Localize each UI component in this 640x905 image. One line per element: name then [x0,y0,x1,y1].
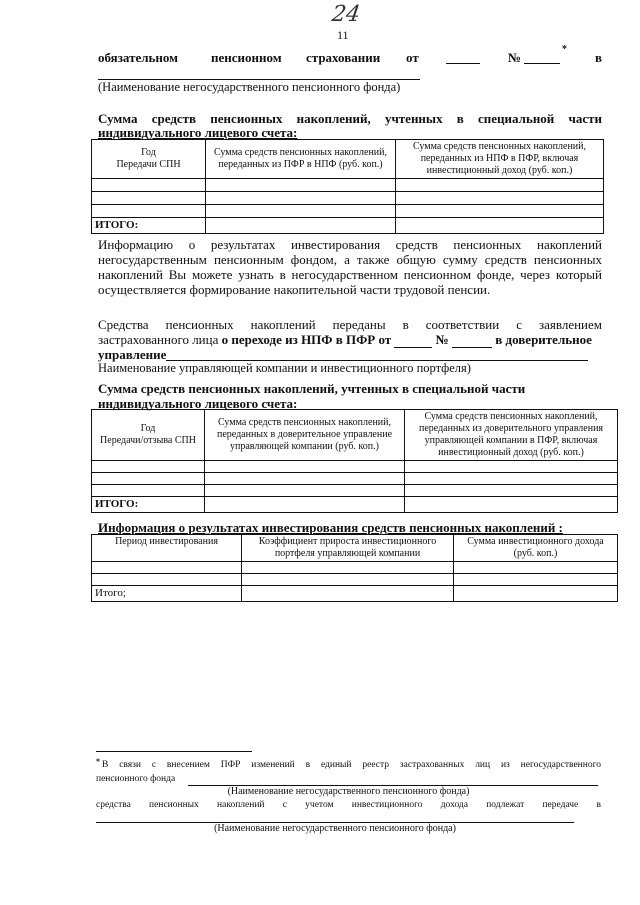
transfer-line-2 [98,332,602,348]
table-cell [396,179,604,192]
table-cell [396,218,604,234]
npf-caption: (Наименование негосударственного пенсионного фонда) [98,80,401,94]
total-label: Итого; [92,586,242,602]
column-header: Сумма инвестиционного дохода (руб. коп.) [454,535,618,562]
handwritten-page-number: 24 [330,2,362,27]
table-cell [92,461,205,473]
section2-heading: Сумма средств пенсионных накоплений, учтенных в специальной части [98,381,526,396]
table-cell [205,473,405,485]
intro-word: страховании [306,50,381,65]
transfer-line: Средства пенсионных накоплений переданы в соответствии с заявлением [98,317,602,332]
table-cell [454,574,618,586]
date-blank [394,335,432,348]
total-label: ИТОГО: [92,218,206,234]
column-header: Сумма средств пенсионных накоплений, переданных в доверительное управление управляющей компании (руб. коп.) [205,410,405,461]
table-cell [92,179,206,192]
intro-word: в [595,50,603,65]
column-header: Сумма средств пенсионных накоплений, переданных из доверительного управления управляющей компании в ПФР, включая инвестиционный доход (руб. коп.) [405,410,618,461]
intro-word: от [406,50,419,65]
info-line: негосударственным пенсионным фондом, а также общую сумму средств пенсионных [98,252,602,267]
footnote-line-2: пенсионного фонда [96,774,176,784]
column-header: Период инвестирования [92,535,242,562]
table-cell [206,218,396,234]
table-cell [454,586,618,602]
footnote-mark: * [562,44,567,55]
table-cell [454,562,618,574]
footnote-caption-2: (Наименование негосударственного пенсионного фонда) [214,823,456,834]
table-cell [92,192,206,205]
table-cell [92,473,205,485]
footnote-separator [96,751,252,752]
table-cell [242,586,454,602]
table-cell [405,473,618,485]
number-blank [524,52,560,64]
section3-table [91,534,618,602]
table-cell [92,574,242,586]
footnote-star: * [96,757,100,766]
info-line: накоплений Вы можете узнать в негосударственном пенсионном фонде, через который [98,267,602,282]
table-cell [92,485,205,497]
intro-line [98,44,603,66]
date-blank [446,52,480,64]
column-header: Год Передачи СПН [92,140,206,179]
section1-heading: Сумма средств пенсионных накоплений, учтенных в специальной части [98,111,602,126]
table-cell [206,179,396,192]
table-cell [205,461,405,473]
number-sign: № [508,50,522,65]
table-cell [396,205,604,218]
table-cell [242,574,454,586]
footnote-text: В связи с внесением ПФР изменений в единый реестр застрахованных лиц из негосударственного [102,760,601,770]
table-cell [205,497,405,513]
section2-table [91,409,618,513]
table-cell [92,562,242,574]
number-blank [452,335,492,348]
section1-heading-line2: индивидуального лицевого счета: [98,125,298,140]
table-cell [205,485,405,497]
table-cell [242,562,454,574]
footnote-caption-1: (Наименование негосударственного пенсионного фонда) [227,786,470,797]
footnote-line-3: средства пенсионных накоплений с учетом инвестиционного дохода подлежат передаче в [96,800,601,810]
info-line: осуществляется формирование накопительной части трудовой пенсии. [98,282,491,297]
table-cell [396,192,604,205]
table-cell [206,205,396,218]
table-cell [405,497,618,513]
column-header: Сумма средств пенсионных накоплений, переданных из НПФ в ПФР, включая инвестиционный доход (руб. коп.) [396,140,604,179]
table-cell [92,205,206,218]
total-label: ИТОГО: [92,497,205,513]
section1-table [91,139,604,234]
info-line: Информацию о результатах инвестирования средств пенсионных накоплений [98,237,602,252]
page-number: 11 [337,28,349,42]
table-cell [206,192,396,205]
transfer-text-bold: в доверительное [495,332,592,347]
number-sign: № [435,332,449,347]
section3-heading: Информация о результатах инвестирования средств пенсионных накоплений : [98,520,563,535]
column-header: Сумма средств пенсионных накоплений, переданных из ПФР в НПФ (руб. коп.) [206,140,396,179]
section2-heading-line2: индивидуального лицевого счета: [98,396,298,411]
transfer-text-bold: о переходе из НПФ в ПФР от [221,332,392,347]
transfer-text: застрахованного лица [98,332,222,347]
management-company-caption: Наименование управляющей компании и инвестиционного портфеля) [98,361,471,375]
intro-word: пенсионном [211,50,282,65]
transfer-text-bold: управление [98,347,167,362]
column-header: Год Передачи/отзыва СПН [92,410,205,461]
column-header: Коэффициент прироста инвестиционного портфеля управляющей компании [242,535,454,562]
table-cell [405,485,618,497]
intro-word: обязательном [98,50,179,65]
table-cell [405,461,618,473]
